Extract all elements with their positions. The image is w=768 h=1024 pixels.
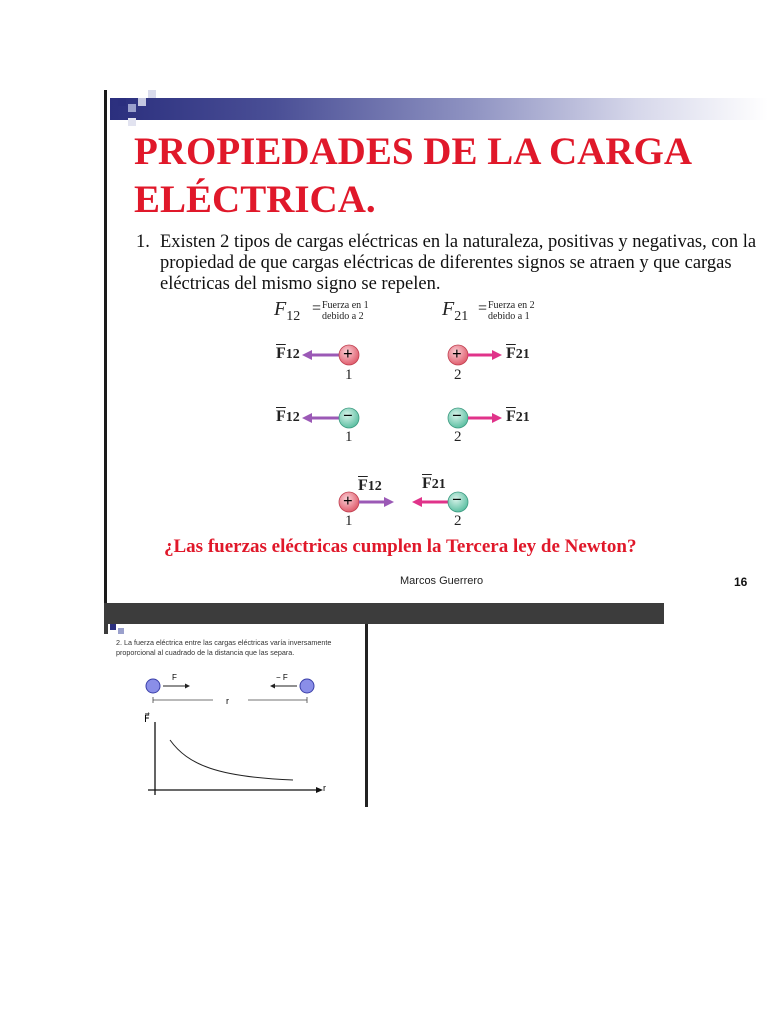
decor-square xyxy=(118,628,124,634)
legend-f21-desc: Fuerza en 2 debido a 1 xyxy=(488,300,535,322)
y-axis-label: F⃗ xyxy=(144,714,150,725)
charge-number: 1 xyxy=(345,513,353,529)
force-label-f21: $\overline{F}21$ xyxy=(506,345,530,362)
plus-sign: + xyxy=(343,491,353,510)
charge xyxy=(300,679,314,693)
arrow-head xyxy=(185,684,190,689)
minus-sign: − xyxy=(452,490,462,509)
force-label-f21: $\overline{F}21$ xyxy=(422,475,446,492)
slide-bottom-bar xyxy=(104,603,664,624)
x-axis-label: r xyxy=(323,783,326,793)
slide2-text: 2. La fuerza eléctrica entre las cargas eléctricas varía inversamente proporcional al cuadrado de la distancia que las separa. xyxy=(116,638,332,657)
force-label-f21: $\overline{F}21$ xyxy=(506,408,530,425)
arrow-head xyxy=(384,497,394,507)
charge-number: 2 xyxy=(454,367,462,383)
force-label-f12: $\overline{F}12$ xyxy=(276,345,300,362)
arrow-head xyxy=(492,350,502,360)
list-item-number: 1. xyxy=(136,232,150,252)
charge-number: 1 xyxy=(345,367,353,383)
inverse-square-curve xyxy=(170,740,293,780)
slide-title: PROPIEDADES DE LA CARGA ELÉCTRICA. xyxy=(134,130,692,221)
charge-number: 2 xyxy=(454,429,462,445)
arrow-head xyxy=(302,413,312,423)
legend-f12-eq: = xyxy=(312,300,322,317)
arrow-head xyxy=(492,413,502,423)
slide2-left-border xyxy=(104,624,108,634)
x-axis-arrow xyxy=(316,787,323,793)
plus-sign: + xyxy=(343,344,353,363)
arrow-head xyxy=(270,684,275,689)
legend-f12-symbol: $F_{12}$ xyxy=(274,298,301,324)
minus-sign: − xyxy=(452,406,462,425)
slide-page-number: 16 xyxy=(734,575,748,589)
list-item-text: Existen 2 tipos de cargas eléctricas en la naturaleza, positivas y negativas, con la propiedad de que cargas eléctricas de diferentes signos se atraen y que cargas eléctricas del mismo signo se repelen. xyxy=(160,232,757,294)
force-label: F xyxy=(172,673,177,682)
force-label-f12: $\overline{F}12$ xyxy=(358,477,382,494)
question-text: ¿Las fuerzas eléctricas cumplen la Tercera ley de Newton? xyxy=(164,536,637,557)
legend-f21-symbol: $F_{21}$ xyxy=(442,298,469,324)
minus-sign: − xyxy=(343,406,353,425)
neg-force-label: − F xyxy=(276,673,288,682)
charge xyxy=(146,679,160,693)
legend-f12-desc: Fuerza en 1 debido a 2 xyxy=(322,300,369,322)
force-label-f12: $\overline{F}12$ xyxy=(276,408,300,425)
plus-sign: + xyxy=(452,344,462,363)
arrow-head xyxy=(302,350,312,360)
arrow-head xyxy=(412,497,422,507)
charge-number: 1 xyxy=(345,429,353,445)
slide-author: Marcos Guerrero xyxy=(400,575,484,587)
legend-f21-eq: = xyxy=(478,300,488,317)
decor-square xyxy=(110,624,116,630)
distance-label: r xyxy=(226,696,229,706)
charge-number: 2 xyxy=(454,513,462,529)
